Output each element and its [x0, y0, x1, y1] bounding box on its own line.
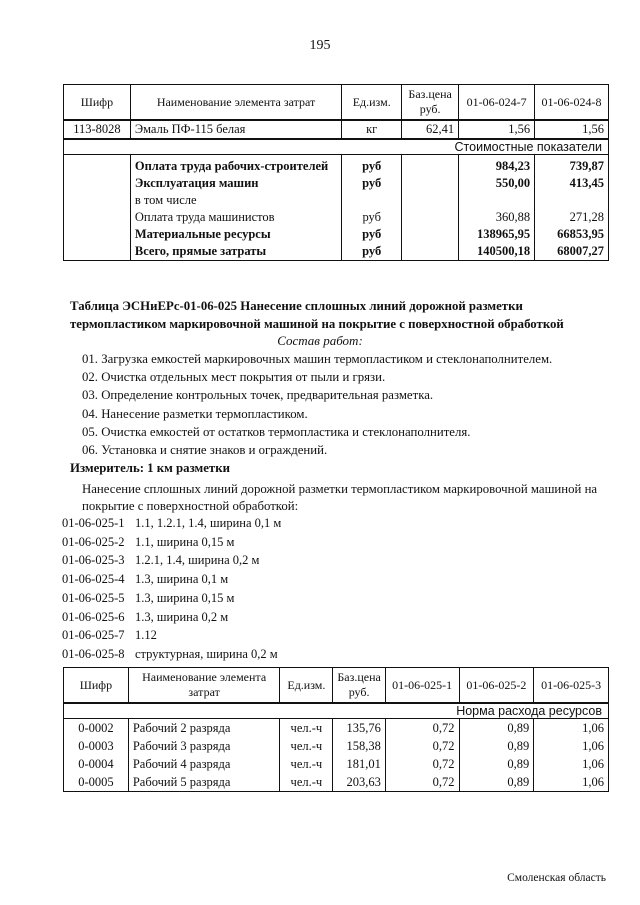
table-cell: чел.-ч [280, 719, 333, 738]
table-cell: Оплата труда машинистов [130, 209, 341, 226]
table-row [64, 773, 609, 792]
table-row [64, 226, 609, 243]
table-cell [64, 155, 131, 176]
table-cell: 138965,95 [459, 226, 535, 243]
table-cell: 360,88 [459, 209, 535, 226]
table-cell: 1,56 [535, 120, 609, 139]
work-step: 01. Загрузка емкостей маркировочных машин термопластиком и стеклонаполнителем. [82, 352, 553, 366]
table-row [64, 209, 609, 226]
table-cell: Рабочий 3 разряда [128, 737, 280, 755]
table-cell: 0,89 [459, 737, 534, 755]
code-text: 1.2.1, 1.4, ширина 0,2 м [135, 553, 260, 568]
table-cell: 1,56 [459, 120, 535, 139]
code-number: 01-06-025-4 [62, 572, 125, 587]
table-cell: чел.-ч [280, 773, 333, 792]
header-cell: Баз.цена руб. [333, 668, 385, 704]
table-cell: чел.-ч [280, 755, 333, 773]
table-cell: 62,41 [402, 120, 459, 139]
table-cell [402, 243, 459, 261]
code-text: 1.3, ширина 0,1 м [135, 572, 229, 587]
code-number: 01-06-025-8 [62, 646, 125, 661]
footer-region: Смоленская область [507, 872, 606, 884]
resource-table [63, 667, 609, 792]
code-number: 01-06-025-1 [62, 516, 125, 530]
table-cell: 1,06 [534, 719, 609, 738]
cost-table-1 [63, 84, 609, 261]
table-cell [402, 175, 459, 192]
table-cell: 135,76 [333, 719, 385, 738]
table-cell [342, 192, 402, 209]
work-step: 06. Установка и снятие знаков и ограждений. [82, 443, 328, 457]
code-text: 1.1, 1.2.1, 1.4, ширина 0,1 м [135, 516, 282, 530]
header-cell: Наименование элемента затрат [128, 668, 280, 704]
table-cell: 0,89 [459, 719, 534, 738]
table-cell: 113-8028 [64, 120, 131, 139]
work-step: 05. Очистка емкостей от остатков термопластика и стеклонаполнителя. [82, 424, 471, 439]
code-number: 01-06-025-2 [62, 534, 125, 549]
code-item [62, 591, 622, 606]
code-text: 1.1, ширина 0,15 м [135, 534, 235, 549]
table-cell: 158,38 [333, 737, 385, 755]
header-cell: Ед.изм. [342, 85, 402, 121]
table-cell: 66853,95 [535, 226, 609, 243]
table-cell: 550,00 [459, 175, 535, 192]
code-text: 1.3, ширина 0,15 м [135, 590, 235, 605]
table-cell [64, 209, 131, 226]
table-row [64, 737, 609, 755]
code-item [62, 553, 622, 568]
table-cell: 0-0002 [64, 719, 129, 738]
table-row [64, 243, 609, 261]
work-composition-title: Состав работ: [277, 333, 363, 348]
cost-note: Стоимостные показатели [64, 139, 609, 155]
table-cell: 1,06 [534, 773, 609, 792]
table-cell: 0,89 [459, 773, 534, 792]
code-number: 01-06-025-5 [62, 590, 125, 605]
table-cell: 984,23 [459, 155, 535, 176]
table-cell: руб [342, 243, 402, 261]
header-cell: Наименование элемента затрат [130, 85, 341, 121]
table-cell: 203,63 [333, 773, 385, 792]
table-row [64, 155, 609, 176]
table-cell: чел.-ч [280, 737, 333, 755]
table-cell [64, 243, 131, 261]
description: Нанесение сплошных линий дорожной разметки термопластиком маркировочной машиной на покрытие с поверхностной обработкой: [82, 482, 598, 513]
table-cell: 0-0003 [64, 737, 129, 755]
code-text: 1.3, ширина 0,2 м [135, 609, 229, 624]
table-cell: Рабочий 2 разряда [128, 719, 280, 738]
table-cell [64, 226, 131, 243]
table-cell [402, 209, 459, 226]
table-cell [402, 192, 459, 209]
table-cell: руб [342, 226, 402, 243]
table-cell: 0-0005 [64, 773, 129, 792]
table-row [64, 719, 609, 738]
code-item [62, 628, 622, 643]
header-cell: 01-06-025-3 [534, 668, 609, 704]
table-heading: Таблица ЭСНиЕРс-01-06-025 Нанесение сплошных линий дорожной разметки термопластиком маркировочной машиной на покрытие с поверхностной обработкой [70, 299, 564, 331]
table-cell: Всего, прямые затраты [130, 243, 341, 261]
table-cell [402, 155, 459, 176]
work-step: 04. Нанесение разметки термопластиком. [82, 406, 308, 421]
code-number: 01-06-025-3 [62, 553, 125, 568]
code-text: 1.12 [135, 628, 157, 643]
table-cell [64, 175, 131, 192]
header-cell: Баз.цена руб. [402, 85, 459, 121]
code-item [62, 516, 622, 531]
table-cell: 68007,27 [535, 243, 609, 261]
table-cell: кг [342, 120, 402, 139]
header-cell: Ед.изм. [280, 668, 333, 704]
table-cell: 1,06 [534, 755, 609, 773]
code-item [62, 535, 622, 550]
table-row [64, 175, 609, 192]
measure-unit: Измеритель: 1 км разметки [70, 461, 230, 475]
header-cell: 01-06-025-2 [459, 668, 534, 704]
page-number: 195 [309, 38, 331, 53]
header-cell: 01-06-025-1 [385, 668, 459, 704]
table-cell: 0,89 [459, 755, 534, 773]
table-cell [402, 226, 459, 243]
code-item [62, 647, 622, 662]
table-cell: 0,72 [385, 755, 459, 773]
table-cell: Рабочий 5 разряда [128, 773, 280, 792]
resource-note: Норма расхода ресурсов [64, 703, 609, 719]
header-cell: 01-06-024-7 [459, 85, 535, 121]
code-item [62, 610, 622, 625]
code-text: структурная, ширина 0,2 м [135, 646, 278, 661]
table-cell: Эмаль ПФ-115 белая [130, 120, 341, 139]
table-cell: 140500,18 [459, 243, 535, 261]
table-row [64, 120, 609, 139]
code-item [62, 572, 622, 587]
header-cell: Шифр [64, 668, 129, 704]
table-cell: 739,87 [535, 155, 609, 176]
table-row [64, 192, 609, 209]
table-cell: в том числе [130, 192, 341, 209]
table-cell: 0,72 [385, 719, 459, 738]
code-number: 01-06-025-6 [62, 609, 125, 624]
table-cell: 1,06 [534, 737, 609, 755]
table-cell: 181,01 [333, 755, 385, 773]
table-cell: Эксплуатация машин [130, 175, 341, 192]
header-cell: 01-06-024-8 [535, 85, 609, 121]
table-row [64, 755, 609, 773]
table-cell [64, 192, 131, 209]
table-cell: 413,45 [535, 175, 609, 192]
code-number: 01-06-025-7 [62, 628, 125, 643]
table-cell: Оплата труда рабочих-строителей [130, 155, 341, 176]
table-cell: 0,72 [385, 737, 459, 755]
table-cell: руб [342, 175, 402, 192]
table-cell: 271,28 [535, 209, 609, 226]
table-cell: 0-0004 [64, 755, 129, 773]
table-cell: Материальные ресурсы [130, 226, 341, 243]
table-cell: руб [342, 155, 402, 176]
work-step: 03. Определение контрольных точек, предварительная разметка. [82, 388, 434, 403]
table-cell: 0,72 [385, 773, 459, 792]
table-cell [535, 192, 609, 209]
work-step: 02. Очистка отдельных мест покрытия от пыли и грязи. [82, 370, 386, 385]
table-cell [459, 192, 535, 209]
header-cell: Шифр [64, 85, 131, 121]
table-cell: Рабочий 4 разряда [128, 755, 280, 773]
table-cell: руб [342, 209, 402, 226]
